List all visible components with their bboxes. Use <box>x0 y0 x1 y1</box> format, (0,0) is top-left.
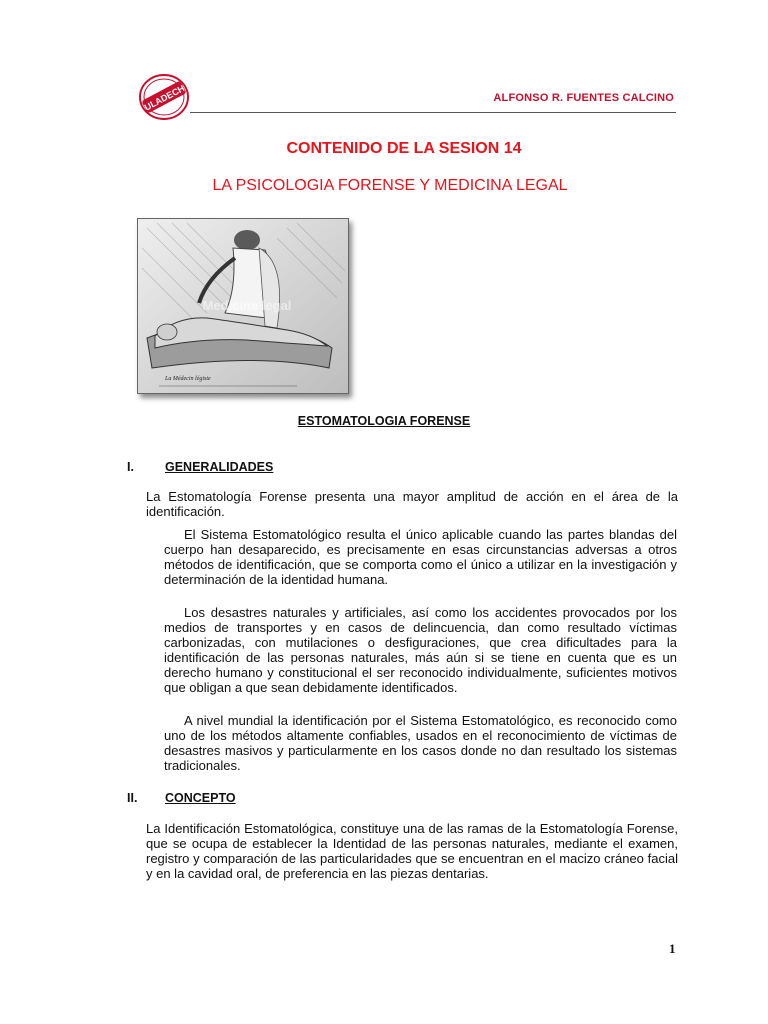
paragraph: La Estomatología Forense presenta una mayor amplitud de acción en el área de la identificación. <box>146 489 678 519</box>
illustration-watermark: Medicine legal <box>202 298 292 313</box>
university-logo <box>138 72 190 122</box>
section-number: II. <box>127 791 138 805</box>
section-title: GENERALIDADES <box>165 460 274 474</box>
page-subtitle: LA PSICOLOGIA FORENSE Y MEDICINA LEGAL <box>212 177 568 194</box>
paragraph: A nivel mundial la identificación por el Sistema Estomatológico, es reconocido como uno de los métodos altamente confiables, usados en el reconocimiento de víctimas de desastres masivos y particularmente en los casos donde no dan resultado los sistemas tradicionales. <box>164 713 677 773</box>
page-number: 1 <box>669 941 676 956</box>
header-divider <box>190 112 676 113</box>
logo-text: ULADECH <box>142 83 187 113</box>
illustration-caption: La Médecin légiste <box>165 376 211 382</box>
section-heading: ESTOMATOLOGIA FORENSE <box>297 414 471 428</box>
page-title: CONTENIDO DE LA SESION 14 <box>286 140 522 157</box>
paragraph: Los desastres naturales y artificiales, así como los accidentes provocados por los medios de transportes y en casos de delincuencia, dan como resultado víctimas carbonizadas, con mutilaciones o desfiguraciones, que crea dificultades para la identificación de las personas naturales, más aún si se tiene en cuenta que es un derecho humano y constitucional el ser reconocido individualmente, suficientes motivos que obligan a que sean debidamente identificados. <box>164 605 677 695</box>
paragraph: La Identificación Estomatológica, constituye una de las ramas de la Estomatología Forense, que se ocupa de establecer la Identidad de las personas naturales, mediante el examen, registro y comparación de las particularidades que se encuentran en el macizo cráneo facial y en la cavidad oral, de preferencia en las piezas dentarias. <box>146 821 678 881</box>
section-number: I. <box>127 460 134 474</box>
forensic-illustration <box>137 218 349 394</box>
section-title: CONCEPTO <box>165 791 236 805</box>
author-name: ALFONSO R. FUENTES CALCINO <box>493 92 674 104</box>
paragraph: El Sistema Estomatológico resulta el único aplicable cuando las partes blandas del cuerpo han desaparecido, es precisamente en esas circunstancias adversas a otros métodos de identificación, que se comporta como el único a utilizar en la investigación y determinación de la identidad humana. <box>164 527 677 587</box>
